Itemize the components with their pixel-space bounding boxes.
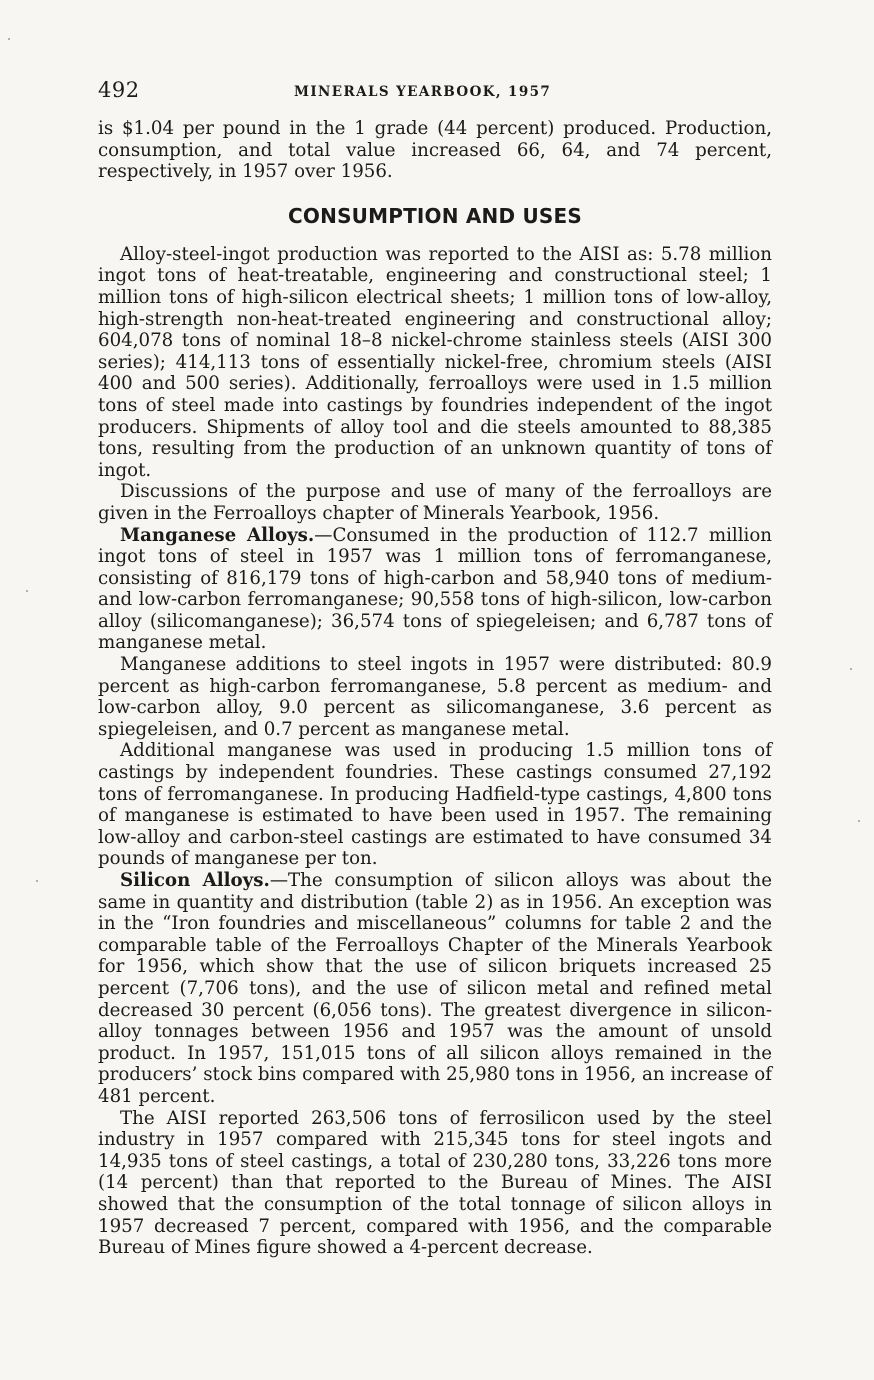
- paragraph-silicon-alloys: [98, 870, 772, 1108]
- scan-speck: [850, 668, 852, 670]
- paragraph-aisi-ferrosilicon: The AISI reported 263,506 tons of ferrosilicon used by the steel industry in 1957 compared with 215,345 tons for steel ingots and 14,935 tons of steel castings, a total of 230,280 tons, 33,226 tons more (14 percent) than that reported to the Bureau of Mines. The AISI showed that the consumption of the total tonnage of silicon alloys in 1957 decreased 7 percent, compared with 1956, and the comparable Bureau of Mines figure showed a 4-percent decrease.: [98, 1107, 772, 1259]
- paragraph-manganese-alloys: [98, 525, 772, 655]
- manganese-alloys-heading: Manganese Alloys.: [120, 524, 315, 546]
- scan-speck: [26, 590, 28, 592]
- scan-speck: [36, 880, 38, 882]
- scan-speck: [8, 38, 10, 40]
- paragraph-alloy-steel: Alloy-steel-ingot production was reported to the AISI as: 5.78 million ingot tons of heat-treatable, engineering and constructional steel; 1 million tons of high-silicon electrical sheets; 1 million tons of low-alloy, high-strength non-heat-treated engineering and constructional alloy; 604,078 tons of nominal 18–8 nickel-chrome stainless steels (AISI 300 series); 414,113 tons of essentially nickel-free, chromium steels (AISI 400 and 500 series). Additionally, ferroalloys were used in 1.5 million tons of steel made into castings by foundries independent of the ingot producers. Shipments of alloy tool and die steels amounted to 88,385 tons, resulting from the production of an unknown quantity of tons of ingot.: [98, 243, 772, 481]
- page-header: [98, 78, 772, 118]
- document-page: [98, 78, 772, 1259]
- page-number: 492: [98, 78, 140, 102]
- section-heading: CONSUMPTION AND USES: [288, 203, 582, 228]
- running-head: MINERALS YEARBOOK, 1957: [294, 84, 552, 100]
- scan-speck: [858, 820, 860, 822]
- paragraph-additional-manganese: Additional manganese was used in producing 1.5 million tons of castings by independent foundries. These castings consumed 27,192 tons of ferromanganese. In producing Hadfield-type castings, 4,800 tons of manganese is estimated to have been used in 1957. The remaining low-alloy and carbon-steel castings are estimated to have consumed 34 pounds of manganese per ton.: [98, 740, 772, 870]
- paragraph-discussions: Discussions of the purpose and use of many of the ferroalloys are given in the Ferroalloys chapter of Minerals Yearbook, 1956.: [98, 481, 772, 524]
- intro-paragraph: is $1.04 per pound in the 1 grade (44 percent) produced. Production, consumption, and total value increased 66, 64, and 74 percent, respectively, in 1957 over 1956.: [98, 118, 772, 183]
- silicon-alloys-heading: Silicon Alloys.: [120, 870, 270, 891]
- silicon-alloys-text: —The consumption of silicon alloys was about the same in quantity and distribution (table 2) as in 1956. An exception was in the “Iron foundries and miscellaneous” columns for table 2 and the comparable table of the Ferroalloys Chapter of the Minerals Yearbook for 1956, which show that the use of silicon briquets increased 25 percent (7,706 tons), and the use of silicon metal and refined metal decreased 30 percent (6,056 tons). The greatest divergence in silicon-alloy tonnages between 1956 and 1957 was the amount of unsold product. In 1957, 151,015 tons of all silicon alloys remained in the producers’ stock bins compared with 25,980 tons in 1956, an increase of 481 percent.: [98, 870, 772, 1107]
- paragraph-manganese-additions: Manganese additions to steel ingots in 1957 were distributed: 80.9 percent as high-carbon ferromanganese, 5.8 percent as medium- and low-carbon alloy, 9.0 percent as silicomanganese, 3.6 percent as spiegeleisen, and 0.7 percent as manganese metal.: [98, 654, 772, 740]
- manganese-alloys-text: —Consumed in the production of 112.7 million ingot tons of steel in 1957 was 1 million tons of ferromanganese, consisting of 816,179 tons of high-carbon and 58,940 tons of medium- and low-carbon ferromanganese; 90,558 tons of high-silicon, low-carbon alloy (silicomanganese); 36,574 tons of spiegeleisen; and 6,787 tons of manganese metal.: [98, 524, 773, 654]
